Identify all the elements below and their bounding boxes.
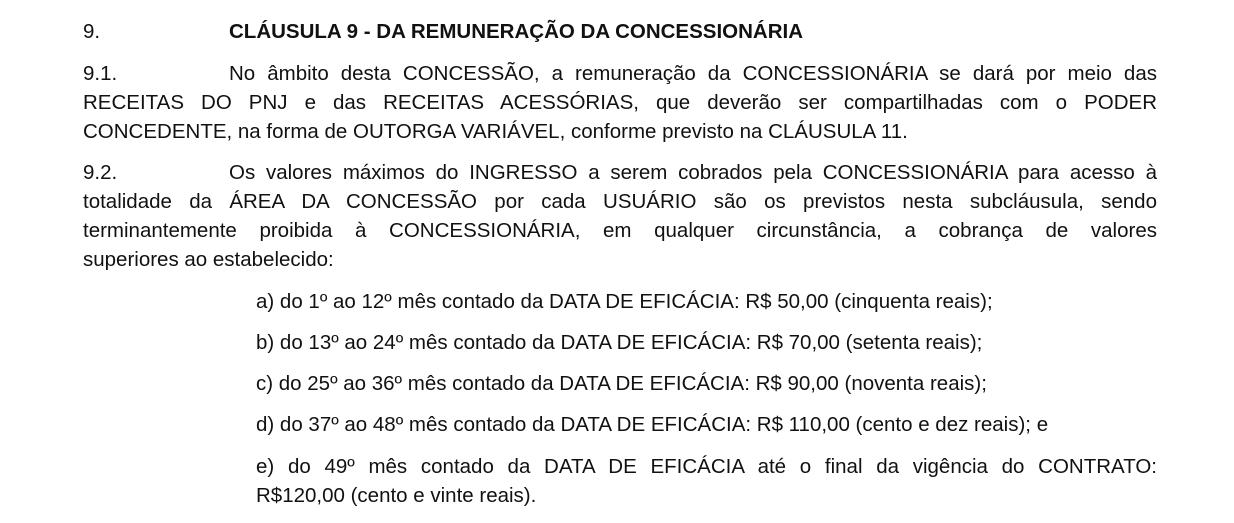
list-item-d: d) do 37º ao 48º mês contado da DATA DE EFICÁCIA: R$ 110,00 (cento e dez reais); e xyxy=(256,413,1049,436)
list-item-b: b) do 13º ao 24º mês contado da DATA DE EFICÁCIA: R$ 70,00 (setenta reais); xyxy=(256,331,983,354)
list-item-c: c) do 25º ao 36º mês contado da DATA DE EFICÁCIA: R$ 90,00 (noventa reais); xyxy=(256,372,987,395)
subclause-9-2-number: 9.2. xyxy=(83,161,118,184)
subclause-9-2-line-3: terminantemente proibida à CONCESSIONÁRIA, em qualquer circunstância, a cobrança de valores xyxy=(83,219,1157,242)
subclause-9-1-line-3: CONCEDENTE, na forma de OUTORGA VARIÁVEL, conforme previsto na CLÁUSULA 11. xyxy=(83,120,908,143)
list-item-e-line-2: R$120,00 (cento e vinte reais). xyxy=(256,484,537,507)
subclause-9-2-line-2: totalidade da ÁREA DA CONCESSÃO por cada USUÁRIO são os previstos nesta subcláusula, sendo xyxy=(83,190,1157,213)
subclause-9-1-number: 9.1. xyxy=(83,62,118,85)
subclause-9-2-line-1: Os valores máximos do INGRESSO a serem cobrados pela CONCESSIONÁRIA para acesso à xyxy=(229,161,1157,184)
list-item-a: a) do 1º ao 12º mês contado da DATA DE EFICÁCIA: R$ 50,00 (cinquenta reais); xyxy=(256,290,993,313)
clause-title: CLÁUSULA 9 - DA REMUNERAÇÃO DA CONCESSIONÁRIA xyxy=(229,20,804,43)
subclause-9-2-line-4: superiores ao estabelecido: xyxy=(83,248,334,271)
list-item-e-line-1: e) do 49º mês contado da DATA DE EFICÁCIA até o final da vigência do CONTRATO: xyxy=(256,455,1157,478)
clause-number: 9. xyxy=(83,20,101,43)
subclause-9-1-line-1: No âmbito desta CONCESSÃO, a remuneração da CONCESSIONÁRIA se dará por meio das xyxy=(229,62,1157,85)
subclause-9-1-line-2: RECEITAS DO PNJ e das RECEITAS ACESSÓRIAS, que deverão ser compartilhadas com o PODER xyxy=(83,91,1157,114)
